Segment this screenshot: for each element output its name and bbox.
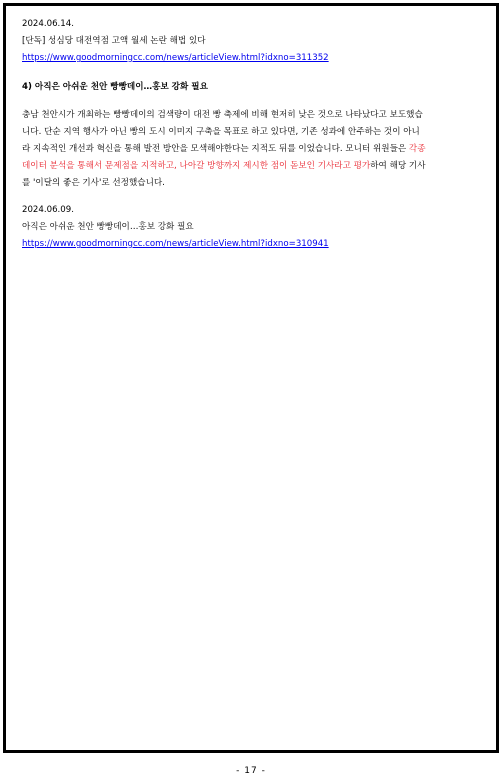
article2-block bbox=[22, 202, 488, 253]
section4-paragraph bbox=[22, 107, 488, 192]
paragraph-line-5: 를 '이달의 좋은 기사'로 선정했습니다. bbox=[22, 178, 165, 188]
paragraph-line-2: 니다. 단순 지역 행사가 아닌 빵의 도시 이미지 구축을 목표로 하고 있다면, 기존 성과에 안주하는 것이 아니 bbox=[22, 127, 420, 137]
page-content bbox=[22, 16, 488, 253]
paragraph-line-1: 충남 천안시가 개최하는 빵빵데이의 검색량이 대전 빵 축제에 비해 현저히 낮은 것으로 나타났다고 보도했습 bbox=[22, 110, 423, 120]
page-number: - 17 - bbox=[236, 766, 266, 776]
article2-headline: 아직은 아쉬운 천안 빵빵데이…홍보 강화 필요 bbox=[22, 222, 194, 232]
highlight-red-text: 데이터 분석을 통해서 문제점을 지적하고, 나아갈 방향까지 제시한 점이 돋보인 기사라고 평가 bbox=[22, 161, 371, 171]
article1-date: 2024.06.14. bbox=[22, 19, 74, 29]
article1-headline: [단독] 성심당 대전역점 고액 월세 논란 해법 있다 bbox=[22, 36, 206, 46]
paragraph-line-3 bbox=[22, 141, 488, 158]
highlight-red-start: 각종 bbox=[408, 144, 426, 154]
section4-title: 4) 아직은 아쉬운 천안 빵빵데이…홍보 강화 필요 bbox=[22, 82, 208, 92]
paragraph-line-4 bbox=[22, 158, 488, 175]
article2-url-link[interactable]: https://www.goodmorningcc.com/news/articleView.html?idxno=310941 bbox=[22, 239, 329, 249]
paragraph-line-3-text: 라 지속적인 개선과 혁신을 통해 발전 방안을 모색해야한다는 지적도 뒤를 이었습니다. 모니터 위원들은 bbox=[22, 144, 409, 154]
page-frame bbox=[3, 3, 499, 753]
article1-url-link[interactable]: https://www.goodmorningcc.com/news/articleView.html?idxno=311352 bbox=[22, 53, 329, 63]
paragraph-line-4-rest: 하여 해당 기사 bbox=[370, 161, 426, 171]
article2-date: 2024.06.09. bbox=[22, 205, 74, 215]
